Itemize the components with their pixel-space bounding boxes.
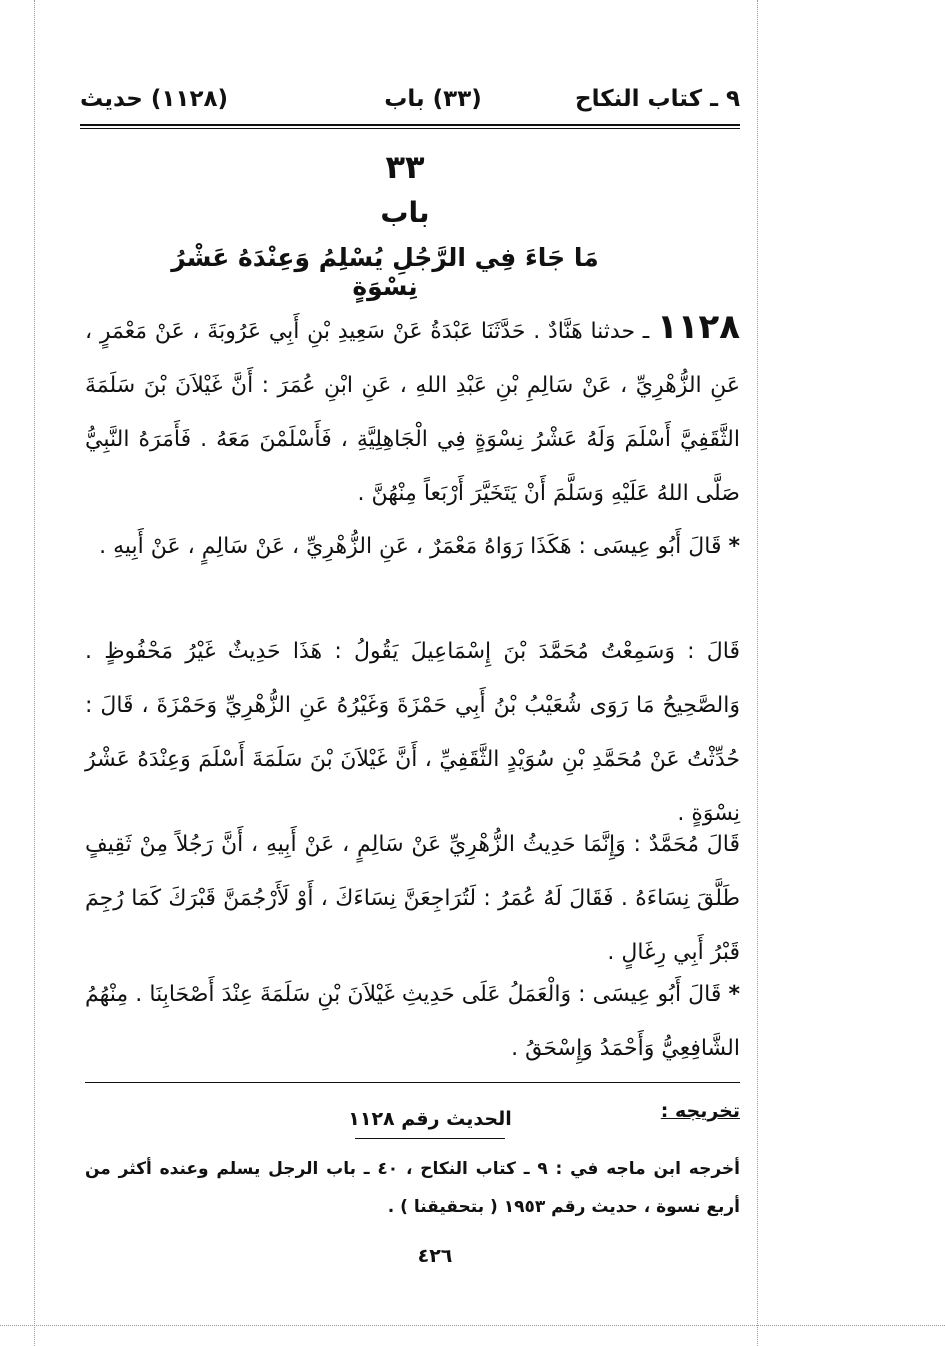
hadith-text: ـ حدثنا هَنَّادٌ . حَدَّثَنَا عَبْدَةُ عَنْ سَعِيدِ بْنِ أَبِي عَرُوبَةَ ، عَنْ مَعْمَرٍ ، عَنِ الزُّهْرِيِّ ، عَنْ سَالِمِ بْنِ عَبْدِ اللهِ ، عَنِ ابْنِ عُمَرَ : أَنَّ غَيْلاَنَ بْنَ سَلَمَةَ الثَّقَفِيَّ أَسْلَمَ وَلَهُ عَشْرُ نِسْوَةٍ فِي الْجَاهِلِيَّةِ ، فَأَسْلَمْنَ مَعَهُ . فَأَمَرَهُ النَّبِيُّ صَلَّى اللهُ عَلَيْهِ وَسَلَّمَ أَنْ يَتَخَيَّرَ أَرْبَعاً مِنْهُنَّ . (85, 319, 740, 506)
chapter-word: باب (380, 196, 430, 229)
commentary-paragraph: قَالَ مُحَمَّدٌ : وَإِنَّمَا حَدِيثُ الزُّهْرِيِّ عَنْ سَالِمٍ ، عَنْ أَبِيهِ ، أَنَّ رَجُلاً مِنْ ثَقِيفٍ طَلَّقَ نِسَاءَهُ . فَقَالَ لَهُ عُمَرُ : لَتُرَاجِعَنَّ نِسَاءَكَ ، أَوْ لَأَرْجُمَنَّ قَبْرَكَ كَمَا رُجِمَ قَبْرُ أَبِي رِغَالٍ . (85, 832, 740, 965)
scan-margin-line (0, 1325, 945, 1326)
star-marker: * (728, 982, 740, 1007)
header-book-title: ٩ ـ كتاب النكاح (575, 86, 740, 112)
page-number: ٤٢٦ (417, 1245, 453, 1267)
header-rule (80, 124, 740, 126)
commentary-paragraph (85, 968, 740, 1076)
header-hadith-number: (١١٢٨) حديث (80, 86, 229, 112)
star-marker: * (728, 534, 740, 559)
footnote-text: أخرجه ابن ماجه في : ٩ ـ كتاب النكاح ، ٤٠ ـ باب الرجل يسلم وعنده أكثر من أربع نسوة ، حديث رقم ١٩٥٣ ( بتحقيقنا ) . (85, 1159, 741, 1217)
scan-margin-line (757, 0, 758, 1346)
header-rule (80, 128, 740, 129)
footnote-rule (85, 1082, 740, 1083)
footnote-label: تخريجه : (660, 1100, 740, 1122)
commentary-text: قَالَ أَبُو عِيسَى : هَكَذَا رَوَاهُ مَعْمَرٌ ، عَنِ الزُّهْرِيِّ ، عَنْ سَالِمٍ ، عَنْ أَبِيهِ . (99, 534, 722, 559)
chapter-title: مَا جَاءَ فِي الرَّجُلِ يُسْلِمُ وَعِنْدَهُ عَشْرُ نِسْوَةٍ (171, 243, 599, 301)
commentary-text: قَالَ أَبُو عِيسَى : وَالْعَمَلُ عَلَى حَدِيثِ غَيْلاَنَ بْنِ سَلَمَةَ عِنْدَ أَصْحَابِنَا . مِنْهُمُ الشَّافِعِيُّ وَأَحْمَدُ وَإِسْحَقُ . (85, 982, 740, 1061)
chapter-number: ٣٣ (385, 148, 425, 186)
hadith-paragraph (85, 300, 740, 521)
commentary-paragraph: قَالَ : وَسَمِعْتُ مُحَمَّدَ بْنَ إِسْمَاعِيلَ يَقُولُ : هَذَا حَدِيثٌ غَيْرُ مَحْفُوظٍ . وَالصَّحِيحُ مَا رَوَى شُعَيْبُ بْنُ أَبِي حَمْزَةَ وَغَيْرُهُ عَنِ الزُّهْرِيِّ وَحَمْزَةَ ، قَالَ : حُدِّثْتُ عَنْ مُحَمَّدِ بْنِ سُوَيْدٍ الثَّقَفِيِّ ، أَنَّ غَيْلاَنَ بْنَ سَلَمَةَ أَسْلَمَ وَعِنْدَهُ عَشْرُ نِسْوَةٍ . (85, 639, 740, 826)
scan-margin-line (34, 0, 35, 1346)
commentary-paragraph (85, 520, 740, 574)
header-chapter: (٣٣) باب (384, 86, 482, 112)
footnote-title: الحديث رقم ١١٢٨ (348, 1108, 512, 1130)
footnote-title-underline (355, 1138, 505, 1139)
hadith-number: ١١٢٨ (656, 307, 740, 347)
